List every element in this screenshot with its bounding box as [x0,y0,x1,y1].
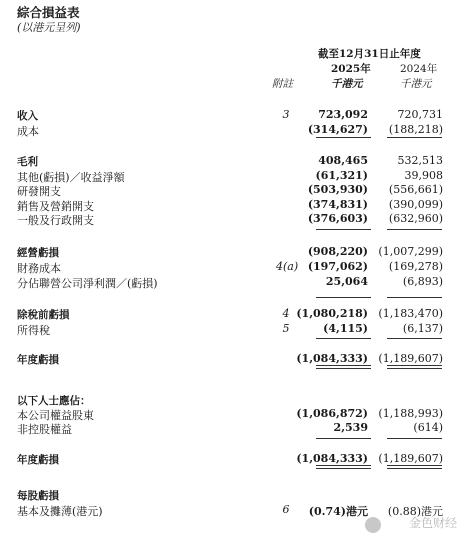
statement-row [0,421,463,435]
statement-row [0,245,463,259]
statement-subtitle: (以港元呈列) [17,21,81,34]
row-label: 本公司權益股東 [17,409,94,422]
row-label: 一般及行政開支 [17,214,94,227]
statement-row [0,154,463,168]
row-label: 財務成本 [17,262,61,275]
statement-row [0,108,463,122]
row-label: 基本及攤薄(港元) [17,505,103,518]
row-label: 經營虧損 [17,247,59,259]
statement-row [0,393,463,407]
statement-row [0,169,463,183]
subtotal-rule-2024 [387,438,442,439]
row-note: 5 [282,322,290,335]
subtotal-rule-2025 [316,438,371,439]
row-value-2025: 2,539 [333,421,368,434]
statement-row [0,503,463,517]
statement-row [0,352,463,366]
period-header: 截至12月31日止年度 [318,48,421,60]
row-value-2024: 720,731 [397,108,443,121]
row-value-2025: (503,930) [307,183,368,196]
row-value-2025: (1,086,872) [296,407,368,420]
total-rule-2025 [316,365,371,369]
note-header: 附註 [272,78,293,90]
row-value-2024: (556,661) [388,183,443,196]
row-label: 毛利 [17,156,38,168]
row-value-2024: (614) [413,421,443,434]
row-value-2025: 408,465 [318,154,368,167]
watermark: 金色财经 [408,516,457,530]
statement-row [0,260,463,274]
row-value-2025: (0.74)港元 [308,505,368,518]
row-note: 4(a) [276,260,299,273]
row-label: 每股虧損 [17,490,59,502]
row-label: 除稅前虧損 [17,309,70,321]
statement-row [0,307,463,321]
row-label: 所得稅 [17,324,50,337]
row-label: 銷售及營銷開支 [17,200,94,213]
row-value-2024: (1,007,299) [378,245,443,258]
unit-prior-header: 千港元 [400,78,432,90]
year-current-header: 2025年 [331,63,371,75]
row-label: 以下人士應佔： [17,395,91,407]
row-label: 非控股權益 [17,423,72,436]
row-value-2024: (188,218) [388,123,443,136]
subtotal-rule-2024 [387,229,442,230]
row-note: 4 [282,307,290,320]
subtotal-rule-2025 [316,297,371,298]
row-note: 3 [282,108,290,121]
row-note: 6 [282,503,290,516]
row-value-2025: (1,084,333) [296,452,368,465]
row-value-2025: (314,627) [307,123,368,136]
row-value-2024: (6,893) [402,275,443,288]
row-value-2025: 723,092 [318,108,368,121]
row-value-2024: (1,188,993) [378,407,443,420]
row-value-2024: (169,278) [388,260,443,273]
total-rule-2024 [387,365,442,369]
row-value-2024: 532,513 [397,154,443,167]
row-value-2025: (1,084,333) [296,352,368,365]
row-value-2024: (390,099) [388,198,443,211]
row-value-2024: (1,189,607) [378,452,443,465]
row-value-2025: (908,220) [307,245,368,258]
subtotal-rule-2025 [316,137,371,138]
row-value-2025: (374,831) [307,198,368,211]
statement-title: 綜合損益表 [17,5,80,20]
unit-current-header: 千港元 [331,78,363,90]
statement-row [0,183,463,197]
row-value-2024: (0.88)港元 [387,505,443,518]
row-value-2024: (1,183,470) [378,307,443,320]
row-value-2024: (1,189,607) [378,352,443,365]
statement-row [0,322,463,336]
statement-row [0,275,463,289]
statement-row [0,198,463,212]
row-value-2025: (4,115) [323,322,368,335]
row-value-2025: (1,080,218) [296,307,368,320]
row-value-2025: (197,062) [307,260,368,273]
row-label: 年度虧損 [17,354,59,366]
statement-row [0,123,463,137]
subtotal-rule-2024 [387,338,442,339]
row-value-2025: 25,064 [325,275,368,288]
statement-row [0,407,463,421]
total-rule-2024 [387,465,442,469]
subtotal-rule-2024 [387,137,442,138]
row-value-2025: (61,321) [315,169,368,182]
statement-row [0,488,463,502]
row-value-2024: 39,908 [404,169,443,182]
row-value-2024: (632,960) [388,212,443,225]
total-rule-2025 [316,465,371,469]
statement-row [0,452,463,466]
row-label: 其他(虧損)／收益淨額 [17,171,125,184]
row-label: 分佔聯營公司淨利潤／(虧損) [17,277,158,290]
row-value-2024: (6,137) [402,322,443,335]
row-label: 成本 [17,125,39,138]
statement-row [0,212,463,226]
subtotal-rule-2025 [316,229,371,230]
row-value-2025: (376,603) [307,212,368,225]
row-label: 研發開支 [17,185,61,198]
row-label: 年度虧損 [17,454,59,466]
year-prior-header: 2024年 [400,63,438,75]
watermark-logo-icon [365,517,381,533]
subtotal-rule-2024 [387,297,442,298]
row-label: 收入 [17,110,38,122]
subtotal-rule-2025 [316,338,371,339]
